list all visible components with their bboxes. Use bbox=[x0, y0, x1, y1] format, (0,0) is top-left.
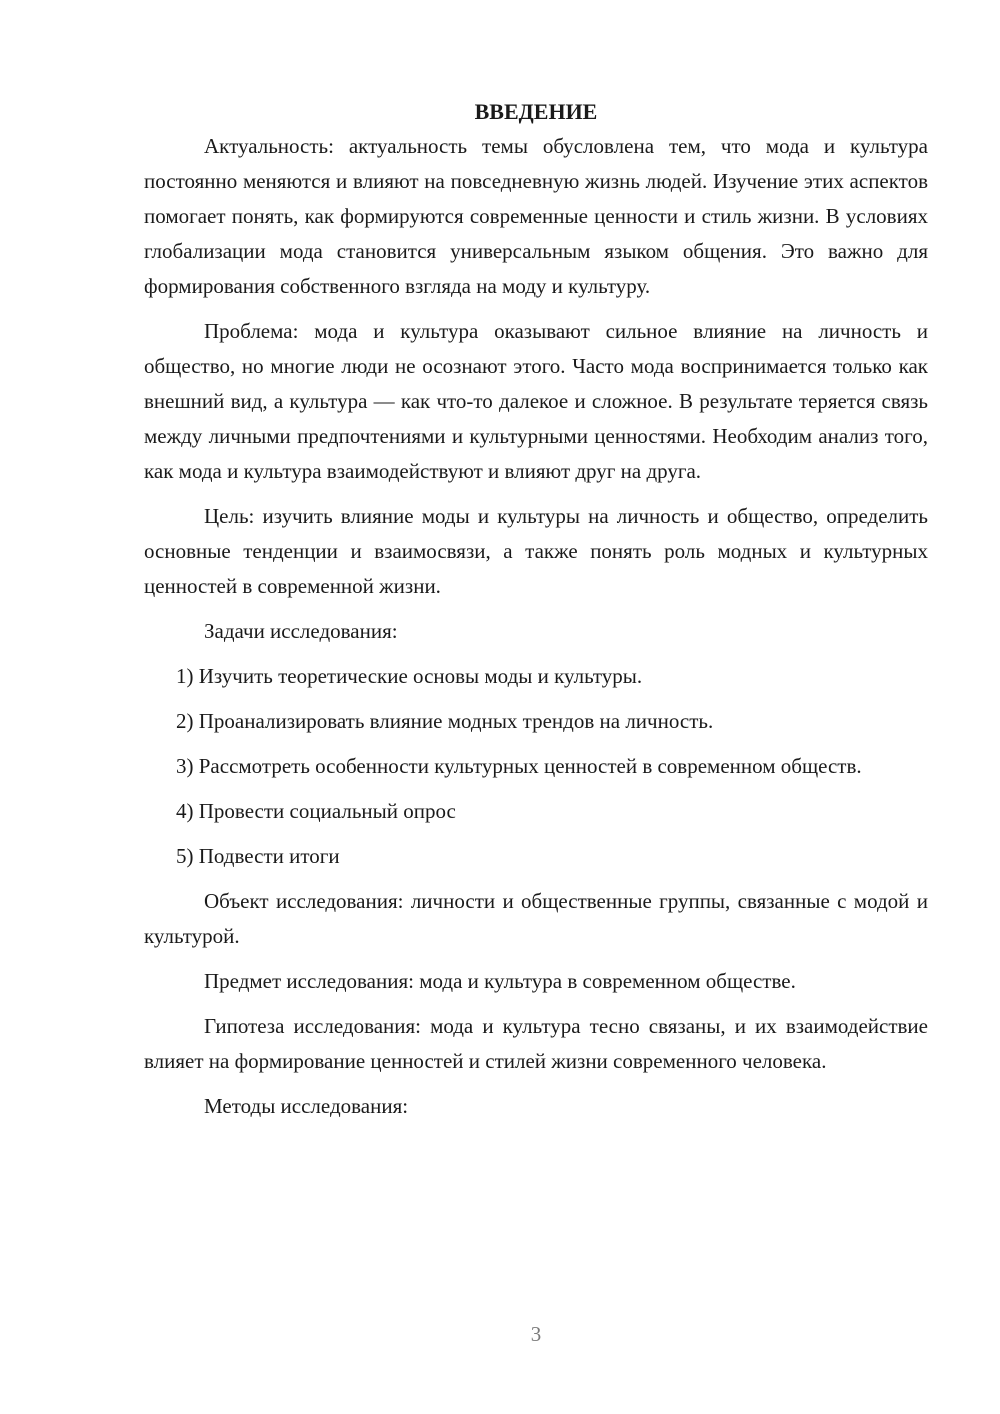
paragraph-goal: Цель: изучить влияние моды и культуры на личность и общество, определить основные тенденции и взаимосвязи, а также понять роль модных и культурных ценностей в современной жизни. bbox=[144, 504, 928, 598]
paragraph-problem: Проблема: мода и культура оказывают сильное влияние на личность и общество, но многие люди не осознают этого. Часто мода воспринимается только как внешний вид, а культура — как что-то далекое и сложное. В результате теряется связь между личными предпочтениями и культурными ценностями. Необходим анализ того, как мода и культура взаимодействуют и влияют друг на друга. bbox=[144, 319, 928, 483]
document-page bbox=[144, 94, 928, 1134]
paragraph-hypothesis: Гипотеза исследования: мода и культура тесно связаны, и их взаимодействие влияет на формирование ценностей и стилей жизни современного человека. bbox=[144, 1014, 928, 1073]
paragraph-object: Объект исследования: личности и общественные группы, связанные с модой и культурой. bbox=[144, 889, 928, 948]
list-item: 5) Подвести итоги bbox=[176, 844, 340, 868]
section-title: ВВЕДЕНИЕ bbox=[474, 99, 598, 124]
list-item: 4) Провести социальный опрос bbox=[176, 799, 456, 823]
paragraph-tasks-heading: Задачи исследования: bbox=[204, 619, 398, 643]
tasks-list bbox=[144, 659, 928, 874]
paragraph-methods-heading: Методы исследования: bbox=[204, 1094, 409, 1118]
paragraph-subject: Предмет исследования: мода и культура в современном обществе. bbox=[204, 969, 796, 993]
paragraph-relevance: Актуальность: актуальность темы обусловлена тем, что мода и культура постоянно меняются и влияют на повседневную жизнь людей. Изучение этих аспектов помогает понять, как формируются современные ценности и стиль жизни. В условиях глобализации мода становится универсальным языком общения. Это важно для формирования собственного взгляда на моду и культуру. bbox=[144, 134, 928, 298]
page-number: 3 bbox=[530, 1322, 542, 1346]
list-item: 2) Проанализировать влияние модных трендов на личность. bbox=[176, 709, 714, 733]
list-item: 1) Изучить теоретические основы моды и культуры. bbox=[176, 664, 643, 688]
list-item: 3) Рассмотреть особенности культурных ценностей в современном обществ. bbox=[176, 754, 862, 778]
